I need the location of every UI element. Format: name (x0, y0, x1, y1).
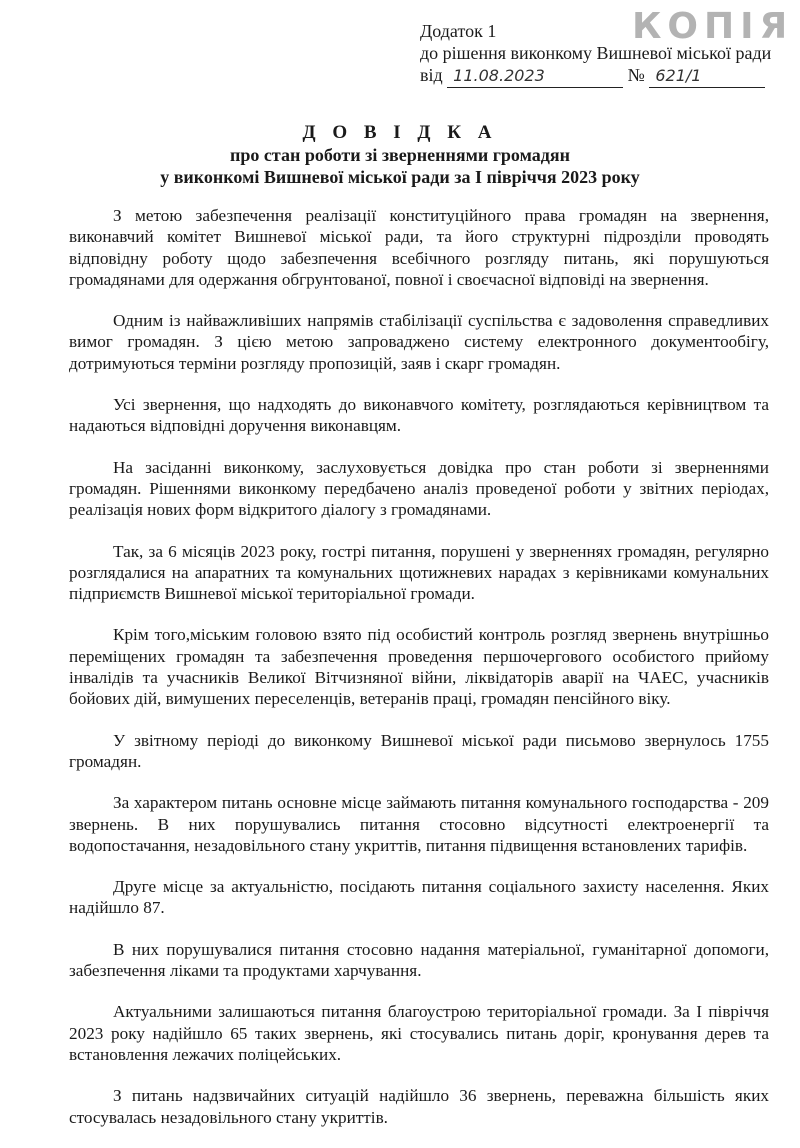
decision-date: 11.08.2023 (447, 65, 623, 88)
paragraph: Усі звернення, що надходять до виконавчого комітету, розглядаються керівництвом та надаються відповідні доручення виконавцям. (69, 395, 769, 436)
date-number-line (420, 64, 771, 88)
paragraph: В них порушувалися питання стосовно надання матеріальної, гуманітарної допомоги, забезпечення ліками та продуктами харчування. (69, 939, 769, 981)
paragraph: Одним із найважливіших напрямів стабілізації суспільства є задоволення справедливих вимог громадян. З цією метою запроваджено систему електронного документообігу, дотримуються терміни розгляду пропозицій, заяв і скарг громадян. (69, 311, 769, 373)
appendix-label: Додаток 1 (420, 21, 497, 41)
decision-number: 621/1 (649, 65, 765, 88)
decision-reference: до рішення виконкому Вишневої міської ради (420, 43, 772, 63)
document-title (0, 122, 800, 188)
copy-stamp: КОПІЯ (632, 6, 794, 47)
title-main: Д О В І Д К А (302, 122, 498, 143)
paragraph: За характером питань основне місце займають питання комунального господарства - 209 звернень. В них порушувались питання стосовно відсутності електроенергії та водопостачання, незадовільного стану укриттів, питання підвищення встановлених тарифів. (69, 793, 769, 855)
paragraph: Друге місце за актуальністю, посідають питання соціального захисту населення. Яких надійшло 87. (69, 877, 769, 918)
paragraph: У звітному періоді до виконкому Вишневої міської ради письмово звернулось 1755 громадян. (69, 730, 769, 771)
paragraph: З метою забезпечення реалізації конституційного права громадян на звернення, виконавчий комітет Вишневої міської ради, та його структурні підрозділи проводять відповідну роботу щодо забезпечення всебічного розгляду питань, які порушуються громадянами для одержання обгрунтованої, повної і своєчасної відповіді на звернення. (69, 206, 769, 289)
paragraph: Актуальними залишаються питання благоустрою територіальної громади. За І півріччя 2023 року надійшло 65 таких звернень, які стосувались питань доріг, кронування дерев та встановлення лежачих поліцейських. (69, 1002, 769, 1064)
paragraph: Крім того,міським головою взято під особистий контроль розгляд звернень внутрішньо переміщених громадян та забезпечення проведення першочергового особистого прийому інвалідів та учасників Великої Вітчизняної війни, ліквідаторів аварії на ЧАЕС, учасників бойових дій, вимушених переселенців, ветеранів праці, громадян пенсійного віку. (69, 625, 769, 709)
paragraph: На засіданні виконкому, заслуховується довідка про стан роботи зі зверненнями громадян. Рішеннями виконкому передбачено аналіз проведеної роботи у звітних періодах, реалізація нових форм відкритого діалогу з громадянами. (69, 457, 769, 520)
paragraph: Так, за 6 місяців 2023 року, гострі питання, порушені у зверненнях громадян, регулярно розглядалися на апаратних та комунальних щотижневих нарадах з керівниками комунальних підприємств Вишневої міської територіальної громади. (69, 541, 769, 604)
document-body (69, 205, 769, 1148)
title-scope: у виконкомі Вишневої міської ради за І півріччя 2023 року (160, 167, 640, 187)
document-header (420, 20, 771, 88)
paragraph: З питань надзвичайних ситуацій надійшло 36 звернень, переважна більшість яких стосувалась незадовільного стану укриттів. (69, 1086, 769, 1127)
title-subject: про стан роботи зі зверненнями громадян (230, 145, 570, 165)
number-prefix: № (627, 65, 645, 85)
date-prefix: від (420, 65, 443, 85)
